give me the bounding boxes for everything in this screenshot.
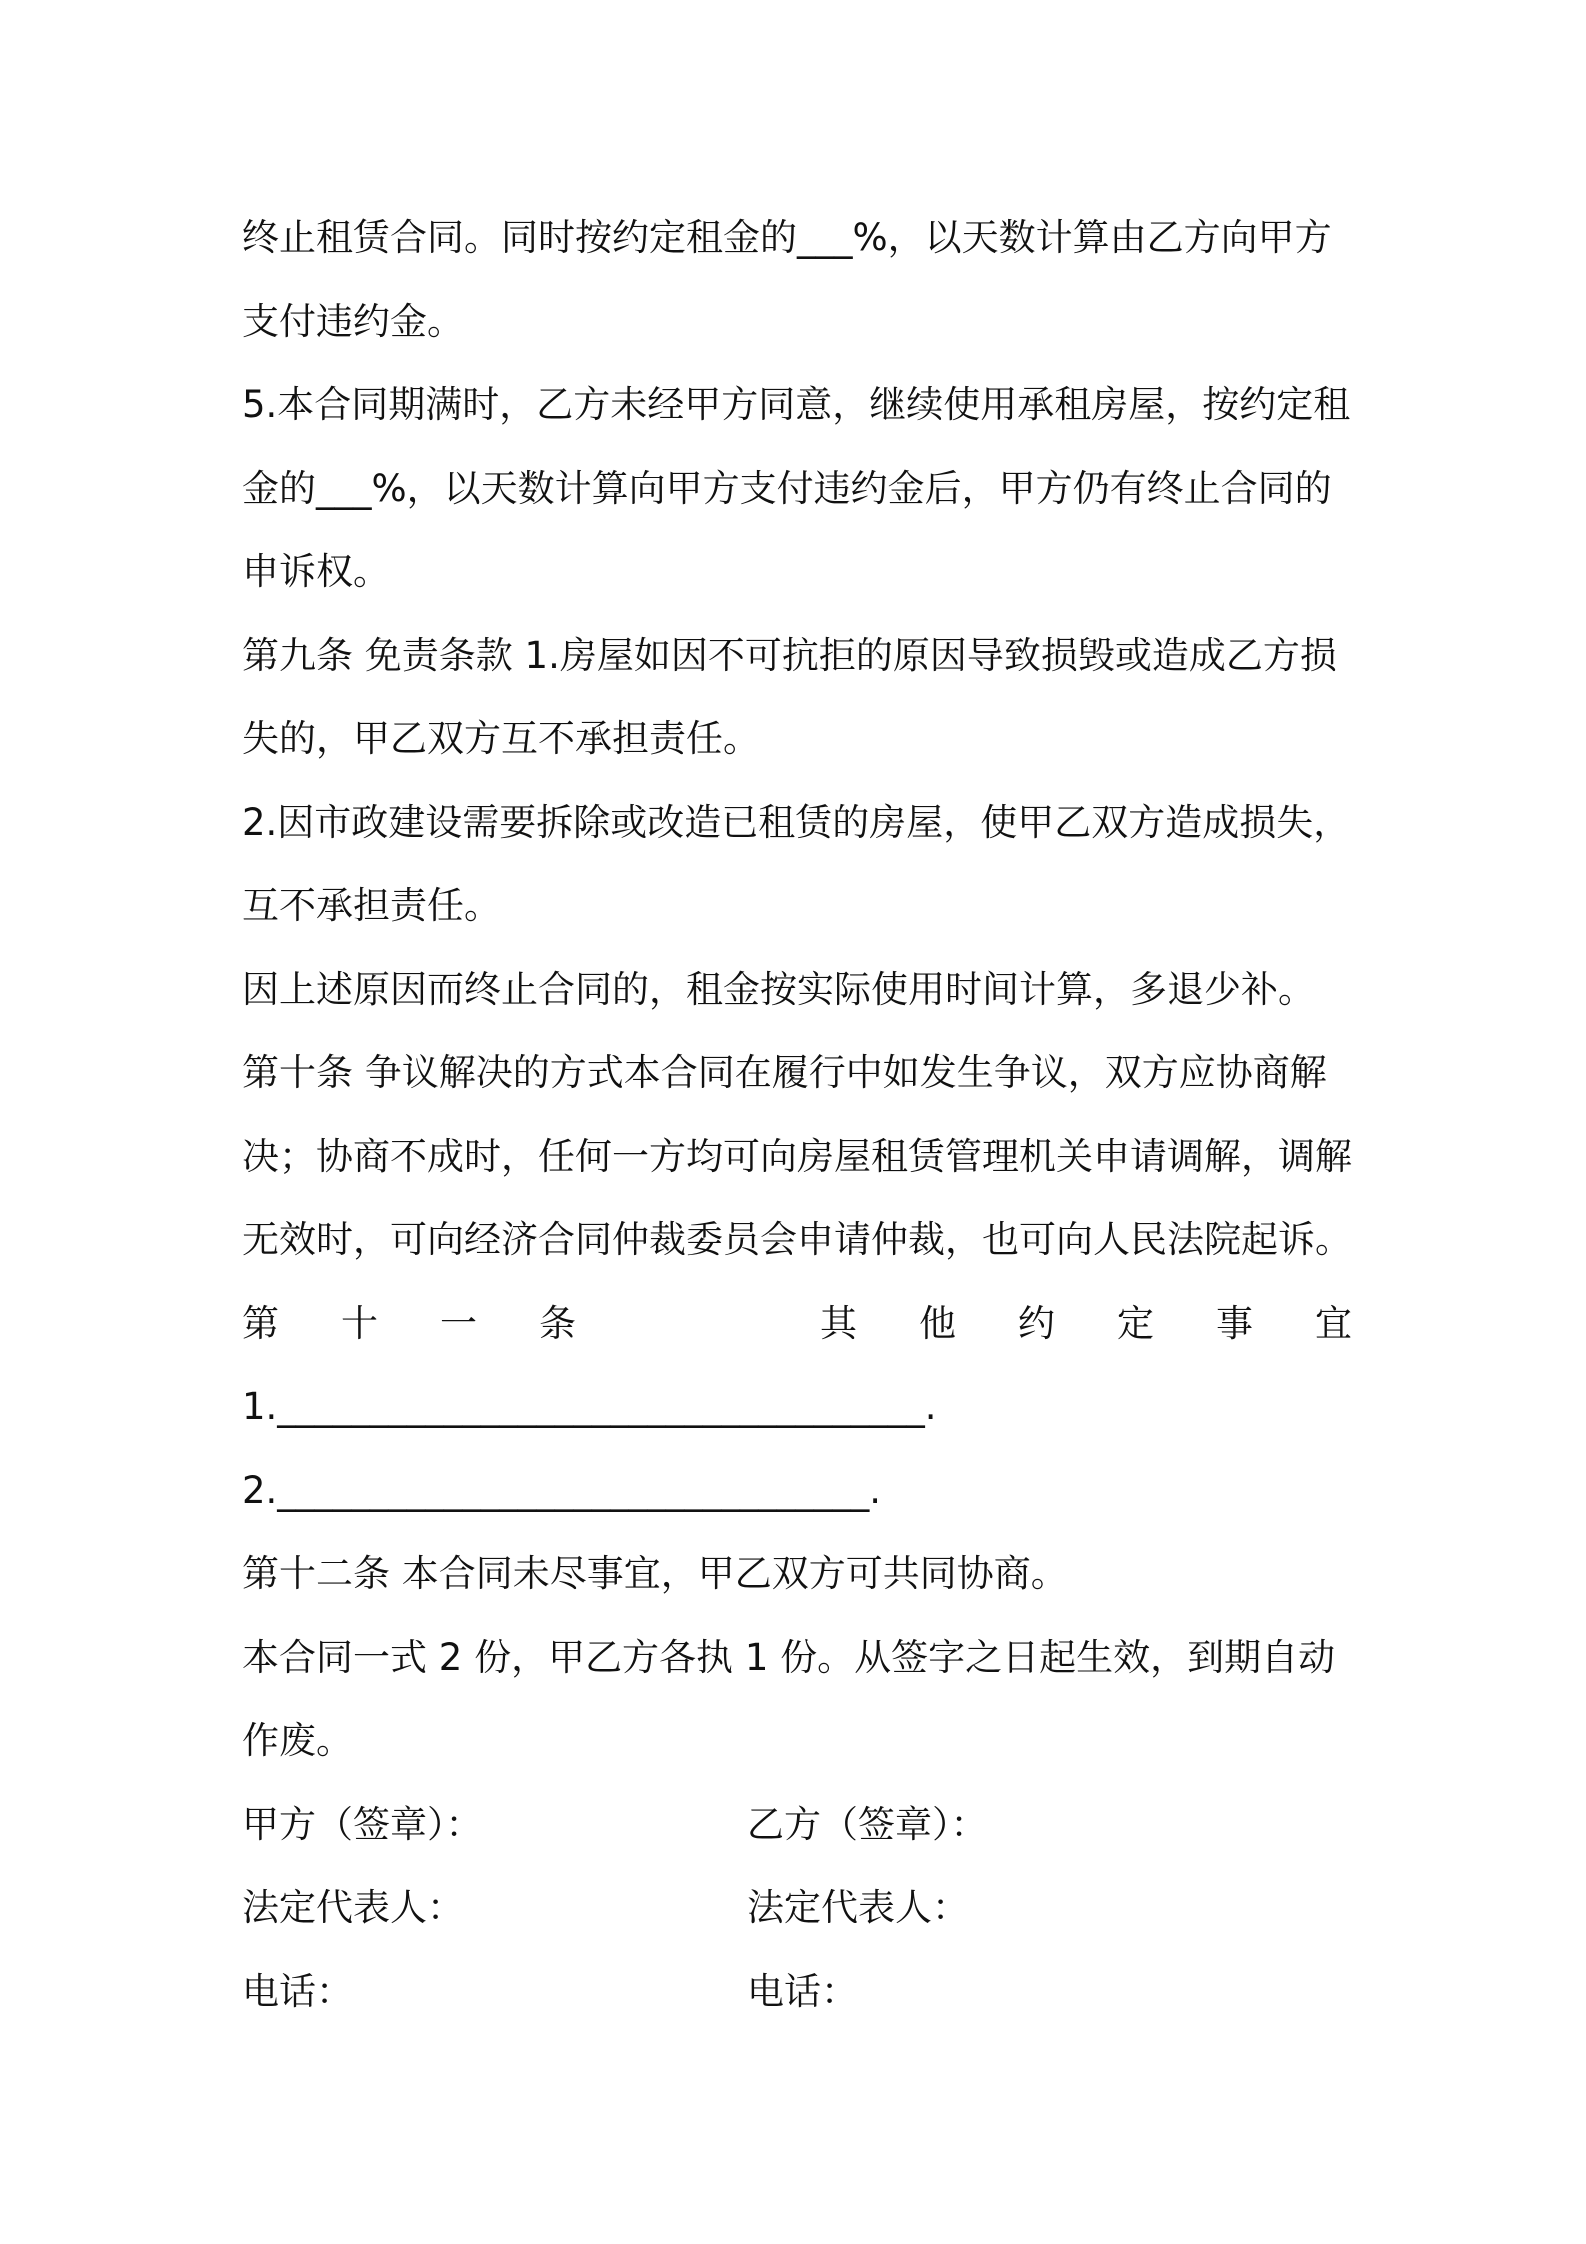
heading-char: 宜: [1315, 1301, 1352, 1345]
heading-char: 十: [341, 1301, 378, 1345]
heading-char: 约: [1018, 1301, 1055, 1345]
article-9-heading: 第九条 免责条款 1.房屋如因不可抗拒的原因导致损毁或造成乙方损: [242, 633, 1337, 677]
article-10-heading: 第十条 争议解决的方式本合同在履行中如发生争议，双方应协商解: [242, 1051, 1327, 1094]
heading-char: 其: [820, 1301, 857, 1345]
text-line: 支付违约金。: [242, 299, 464, 343]
signature-row-phone: [242, 1950, 1352, 2034]
contract-text: [242, 196, 1352, 2033]
text-line: 无效时，可向经济合同仲裁委员会申请仲裁，也可向人民法院起诉。: [242, 1218, 1352, 1261]
text-line: 互不承担责任。: [242, 884, 501, 927]
party-b-representative-label: 法定代表人：: [747, 1886, 969, 1929]
text-line: 终止租赁合同。同时按约定租金的___%，以天数计算由乙方向甲方: [242, 216, 1332, 259]
text-line: 失的，甲乙双方互不承担责任。: [242, 717, 760, 760]
heading-char: 第: [242, 1301, 279, 1345]
text-line: 金的___%，以天数计算向甲方支付违约金后，甲方仍有终止合同的: [242, 466, 1332, 510]
article-11-heading: [242, 1282, 1352, 1366]
signature-row-party: [242, 1783, 1352, 1867]
text-line: 5.本合同期满时，乙方未经甲方同意，继续使用承租房屋，按约定租: [242, 383, 1351, 426]
heading-char: 事: [1216, 1301, 1253, 1345]
text-line: 申诉权。: [242, 550, 390, 593]
heading-gap: [638, 1282, 758, 1366]
heading-char: 一: [440, 1301, 477, 1345]
party-a-phone-label: 电话：: [242, 1969, 353, 2013]
heading-char: 定: [1117, 1301, 1154, 1345]
blank-line-2: 2.________________________________.: [242, 1468, 882, 1512]
text-line: 因上述原因而终止合同的，租金按实际使用时间计算，多退少补。: [242, 967, 1315, 1011]
party-a-signature-label: 甲方（签章）：: [242, 1802, 483, 1846]
text-line: 本合同一式 2 份，甲乙方各执 1 份。从签字之日起生效，到期自动: [242, 1635, 1336, 1679]
text-line: 2.因市政建设需要拆除或改造已租赁的房屋，使甲乙双方造成损失，: [242, 800, 1351, 844]
heading-char: 他: [919, 1301, 956, 1345]
party-a-representative-label: 法定代表人：: [242, 1886, 464, 1929]
text-line: 决；协商不成时，任何一方均可向房屋租赁管理机关申请调解，调解: [242, 1134, 1352, 1178]
heading-char: 条: [539, 1301, 576, 1345]
signature-row-representative: [242, 1866, 1352, 1950]
party-b-signature-label: 乙方（签章）：: [747, 1802, 988, 1846]
text-line: 作废。: [242, 1719, 353, 1762]
blank-line-1: 1.___________________________________.: [242, 1385, 937, 1428]
article-12-heading: 第十二条 本合同未尽事宜，甲乙双方可共同协商。: [242, 1552, 1068, 1595]
party-b-phone-label: 电话：: [747, 1969, 858, 2013]
